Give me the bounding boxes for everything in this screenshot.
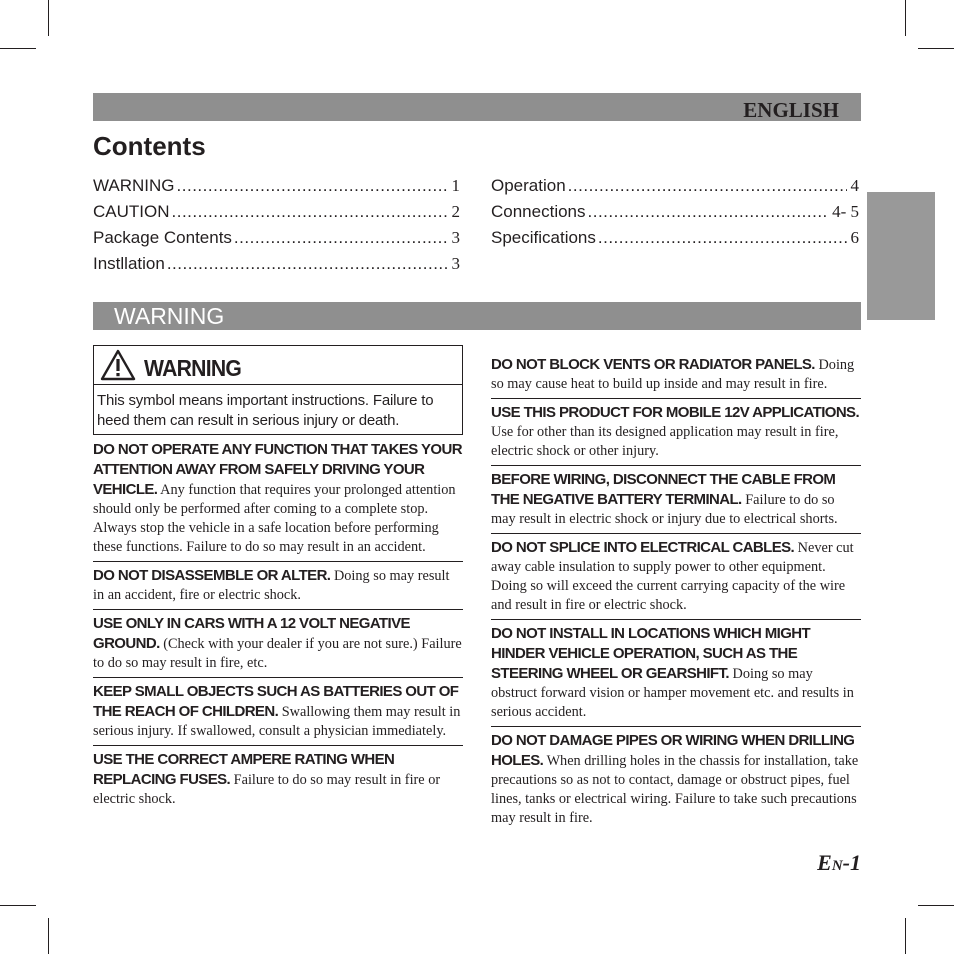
page-number: EN-1	[817, 850, 861, 875]
warning-item: USE THIS PRODUCT FOR MOBILE 12V APPLICATIONS. Use for other than its designed application may result in fire, electric shock or other injury.	[491, 398, 861, 465]
warning-box-header	[94, 346, 462, 385]
warning-triangle-icon	[100, 349, 136, 381]
warning-item: USE THE CORRECT AMPERE RATING WHEN REPLACING FUSES. Failure to do so may result in fire or electric shock.	[93, 745, 463, 813]
warning-box-text: This symbol means important instructions. Failure to heed them can result in serious injury or death.	[97, 392, 434, 429]
language-label: ENGLISH	[743, 98, 839, 122]
toc-entry[interactable]: WARNING ..... 1	[93, 175, 460, 201]
warning-item: DO NOT DAMAGE PIPES OR WIRING WHEN DRILLING HOLES. When drilling holes in the chassis for installation, take precautions so as not to contact, damage or obstruct pipes, fuel lines, tanks or electrical wiring. Failure to take such precautions may result in fire.	[491, 726, 861, 832]
toc-entry[interactable]: Connections ..... 4- 5	[491, 201, 859, 227]
warning-item: BEFORE WIRING, DISCONNECT THE CABLE FROM THE NEGATIVE BATTERY TERMINAL. Failure to do so may result in electric shock or injury due to electrical shorts.	[491, 465, 861, 533]
warning-list-right	[491, 355, 861, 832]
warning-item: KEEP SMALL OBJECTS SUCH AS BATTERIES OUT OF THE REACH OF CHILDREN. Swallowing them may result in serious injury. If swallowed, consult a physician immediately.	[93, 677, 463, 745]
crop-mark	[0, 48, 36, 49]
crop-mark	[48, 0, 49, 36]
crop-mark	[905, 918, 906, 954]
side-tab	[867, 192, 935, 320]
toc-entry[interactable]: Specifications ..... 6	[491, 227, 859, 253]
language-bar	[93, 93, 861, 121]
toc-entry[interactable]: CAUTION ..... 2	[93, 201, 460, 227]
warning-box-title: WARNING	[144, 355, 242, 381]
warning-item: DO NOT OPERATE ANY FUNCTION THAT TAKES YOUR ATTENTION AWAY FROM SAFELY DRIVING YOUR VEHICLE. Any function that requires your prolonged attention should only be performed after coming to a complete stop. Always stop the vehicle in a safe location before performing these functions. Failure to do so may result in an accident.	[93, 441, 462, 555]
contents-title: Contents	[93, 131, 206, 161]
toc-entry[interactable]: Package Contents ..... 3	[93, 227, 460, 253]
section-title: WARNING	[114, 303, 225, 329]
warning-list-left	[93, 440, 463, 813]
toc-right	[491, 175, 859, 253]
crop-mark	[48, 918, 49, 954]
crop-mark	[0, 905, 36, 906]
warning-item: USE ONLY IN CARS WITH A 12 VOLT NEGATIVE GROUND. (Check with your dealer if you are not sure.) Failure to do so may result in fire, etc.	[93, 609, 463, 677]
crop-mark	[905, 0, 906, 36]
crop-mark	[918, 48, 954, 49]
toc-left	[93, 175, 460, 279]
toc-entry[interactable]: Operation ..... 4	[491, 175, 859, 201]
warning-item: DO NOT INSTALL IN LOCATIONS WHICH MIGHT HINDER VEHICLE OPERATION, SUCH AS THE STEERING WHEEL OR GEARSHIFT. Doing so may obstruct forward vision or hamper movement etc. and results in serious accident.	[491, 619, 861, 726]
warning-box	[93, 345, 463, 435]
crop-mark	[918, 905, 954, 906]
warning-item: DO NOT BLOCK VENTS OR RADIATOR PANELS. Doing so may cause heat to build up inside and may result in fire.	[491, 356, 855, 392]
toc-entry[interactable]: Instllation ..... 3	[93, 253, 460, 279]
warning-item: DO NOT SPLICE INTO ELECTRICAL CABLES. Never cut away cable insulation to supply power to other equipment. Doing so will exceed the current carrying capacity of the wire and result in fire or electric shock.	[491, 533, 861, 619]
section-header	[93, 302, 861, 330]
warning-item: DO NOT DISASSEMBLE OR ALTER. Doing so may result in an accident, fire or electric shock.	[93, 561, 463, 609]
